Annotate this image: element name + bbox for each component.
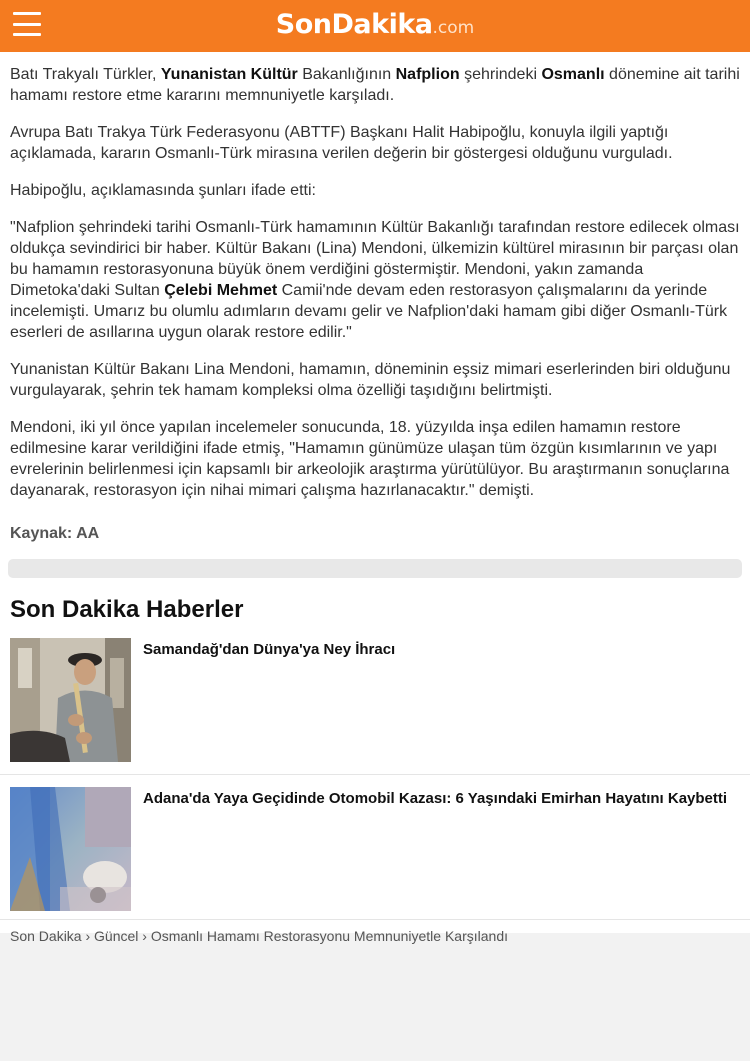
article-highlight: Osmanlı: [541, 66, 605, 83]
article-text: şehrindeki: [459, 66, 542, 83]
breadcrumb-home[interactable]: Son Dakika: [10, 928, 82, 944]
news-title[interactable]: Samandağ'dan Dünya'ya Ney İhracı: [143, 641, 396, 658]
article-text: Batı Trakyalı Türkler,: [10, 66, 161, 83]
article-highlight: Yunanistan Kültür: [160, 66, 298, 83]
article-paragraph: Habipoğlu, açıklamasında şunları ifade etti:: [10, 182, 316, 199]
article-text: dönemine ait tarihi hamamı restore etme kararını memnuniyetle karşıladı.: [10, 66, 740, 104]
article-text: Bakanlığının: [297, 66, 396, 83]
news-title[interactable]: Adana'da Yaya Geçidinde Otomobil Kazası: 6 Yaşındaki Emirhan Hayatını Kaybetti: [143, 790, 728, 807]
article-paragraph: Avrupa Batı Trakya Türk Federasyonu (ABTTF) Başkanı Halit Habipoğlu, konuyla ilgili yaptığı açıklamada, kararın Osmanlı-Türk mirasına verilen değerin bir göstergesi olduğunu vurguladı.: [10, 124, 673, 162]
article-highlight: Çelebi Mehmet: [164, 282, 278, 299]
article-paragraph: [10, 64, 740, 106]
article-paragraph: Yunanistan Kültür Bakanı Lina Mendoni, hamamın, döneminin eşsiz mimari eserlerinden biri olduğunu vurgulayarak, şehrin tek hamam kompleksi olma özelliği taşıdığını belirtmişti.: [10, 361, 731, 399]
news-item[interactable]: [0, 638, 750, 775]
breadcrumb-current: Osmanlı Hamamı Restorasyonu Memnuniyetle Karşılandı: [150, 928, 509, 944]
article-body: [0, 52, 750, 543]
section-divider: [8, 559, 742, 578]
breadcrumb: [0, 920, 750, 952]
breadcrumb-category[interactable]: Güncel: [94, 928, 139, 944]
breadcrumb-separator: ›: [142, 928, 147, 944]
article-source: Kaynak: AA: [10, 525, 100, 542]
article-paragraph: [10, 217, 740, 343]
article-text: Camii'nde devam eden restorasyon çalışmalarını da yerinde incelemişti. Umarız bu olumlu adımların devamı gelir ve Nafplion'daki hamam gibi diğer Osmanlı-Türk eserleri de asıllarına uygun olarak restore edilir.": [10, 282, 728, 341]
article-paragraph: Mendoni, iki yıl önce yapılan incelemeler sonucunda, 18. yüzyılda inşa edilen hamamın restore edilmesine karar verildiğini ifade etmiş, "Hamamın günümüze ulaşan tüm özgün kısımlarının ve yapı evrelerinin belirlenmesi için kapsamlı bir arkeolojik araştırma yürütülüyor. Bu araştırmanın sonuçlarına dayanarak, restorasyon için nihai mimari çalışma hazırlanacaktır." demişti.: [10, 419, 730, 499]
article-highlight: Nafplion: [395, 66, 460, 83]
site-logo[interactable]: SonDakika.com: [275, 9, 475, 40]
top-bar: [0, 0, 750, 52]
news-thumbnail-accident[interactable]: [10, 787, 131, 911]
news-section-title: Son Dakika Haberler: [10, 596, 244, 623]
article-text: "Nafplion şehrindeki tarihi Osmanlı-Türk hamamının Kültür Bakanlığı tarafından restore edilecek olması oldukça sevindirici bir haber. Kültür Bakanı (Lina) Mendoni, ülkemizin kültürel mirasının bir parçası olan bu hamamın restorasyonuna büyük önem verdiğini göstermiştir. Mendoni, yakın zamanda Dimetoka'daki Sultan: [10, 219, 740, 299]
news-thumbnail-ney-player[interactable]: [10, 638, 131, 762]
news-item[interactable]: [0, 787, 750, 920]
breadcrumb-separator: ›: [85, 928, 91, 944]
